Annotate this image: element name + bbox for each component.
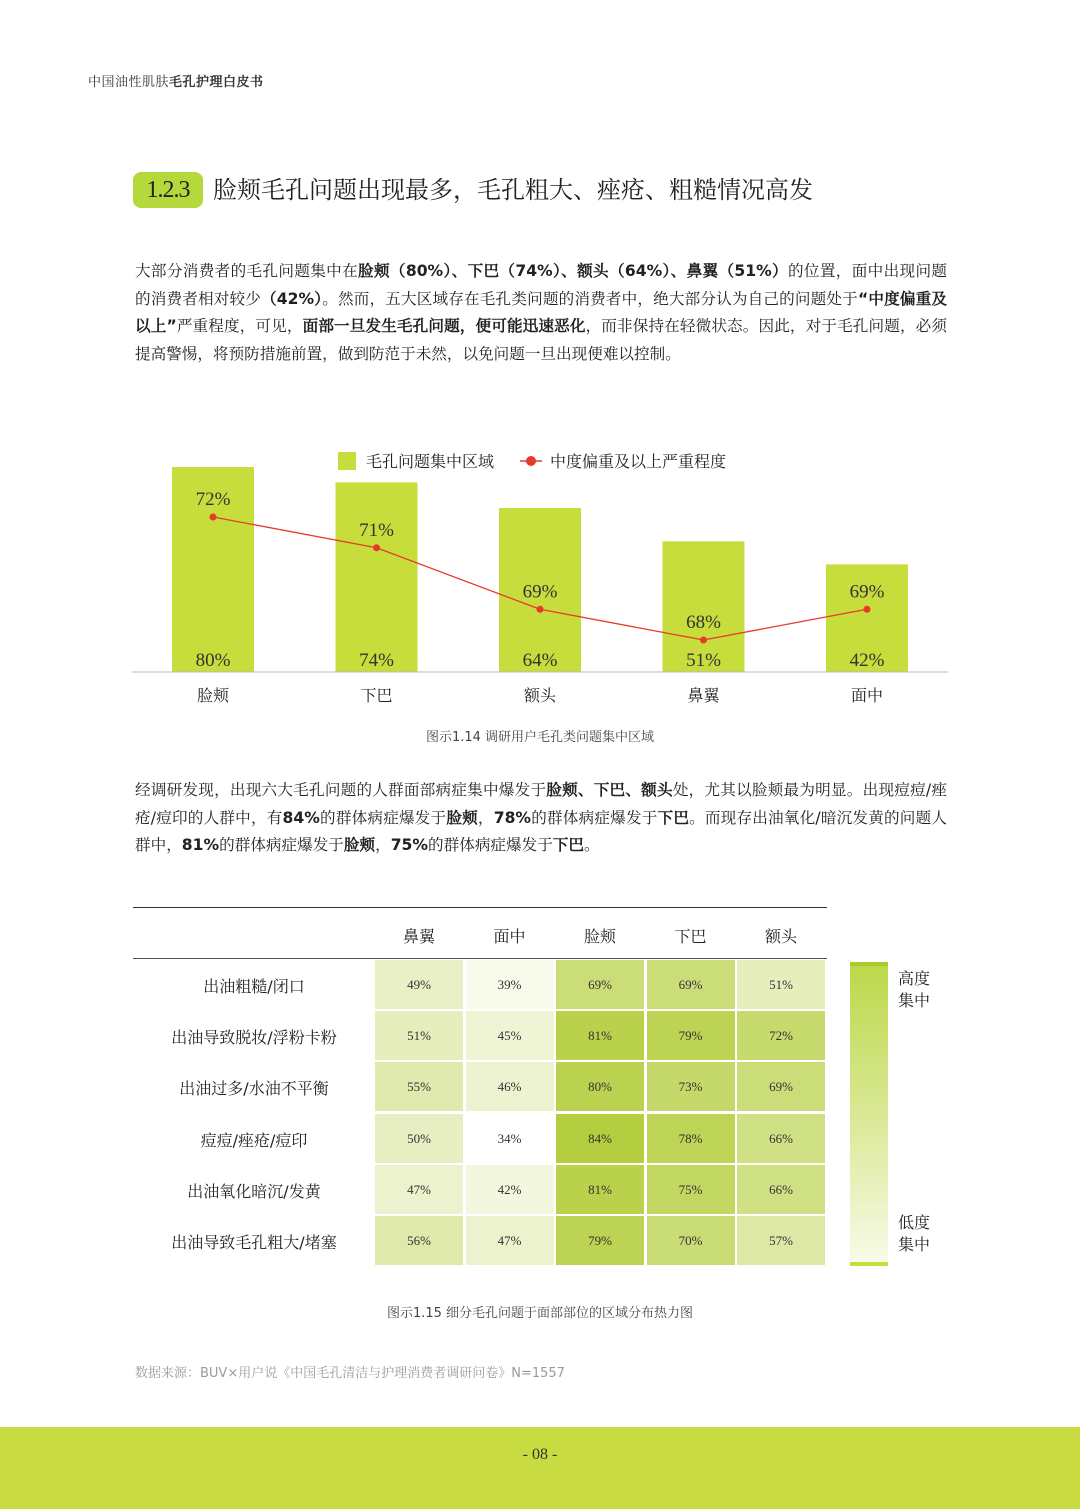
heatmap-cell: 72% <box>737 1011 825 1060</box>
heatmap-row-label-4: 出油氧化暗沉/发黄 <box>187 1181 321 1201</box>
heatmap-row-label-3: 痘痘/痤疮/痘印 <box>200 1130 308 1150</box>
heatmap-column-header-3: 下巴 <box>674 927 707 946</box>
line-point-3 <box>700 637 707 644</box>
heatmap-cell: 69% <box>737 1062 825 1111</box>
x-tick-label-1: 下巴 <box>360 686 393 705</box>
legend-gradient-top-cap <box>850 962 888 966</box>
heatmap-cell: 34% <box>466 1114 554 1163</box>
heatmap-column-header-1: 面中 <box>493 927 526 946</box>
footer-band <box>0 1427 1080 1509</box>
heatmap-row-label-5: 出油导致毛孔粗大/堵塞 <box>171 1233 337 1252</box>
line-point-2 <box>537 606 544 613</box>
legend-high-text: 高度 集中 <box>898 969 931 1010</box>
line-value-label-0: 72% <box>195 489 231 510</box>
bar-value-label-3: 51% <box>686 650 721 671</box>
heatmap-cell: 81% <box>556 1165 644 1214</box>
heatmap-header-rule <box>133 958 827 959</box>
heatmap-row-label-1: 出油导致脱妆/浮粉卡粉 <box>171 1028 337 1048</box>
heatmap-cell: 75% <box>647 1165 735 1214</box>
page-number: - 08 - <box>522 1446 558 1463</box>
x-tick-label-3: 鼻翼 <box>687 686 720 705</box>
x-tick-label-2: 额头 <box>523 686 557 705</box>
findings-paragraph: 经调研发现，出现六大毛孔问题的人群面部病症集中爆发于脸颊、下巴、额头处，尤其以脸颊最为明显。出现痘痘/痤疮/痘印的人群中，有84%的群体病症爆发于脸颊，78%的群体病症爆发于下巴。而现存出油氧化/暗沉发黄的问题人群中，81%的群体病症爆发于脸颊，75%的群体病症爆发于下巴。 <box>135 781 947 854</box>
line-value-label-2: 69% <box>522 581 558 603</box>
heatmap-cell: 49% <box>375 960 463 1009</box>
heatmap-cell: 79% <box>647 1011 735 1060</box>
heatmap-top-rule <box>133 907 827 908</box>
heatmap-cell: 47% <box>466 1216 554 1265</box>
section-title: 脸颊毛孔问题出现最多，毛孔粗大、痤疮、粗糙情况高发 <box>213 176 813 204</box>
heatmap-cell: 42% <box>466 1165 554 1214</box>
x-tick-label-4: 面中 <box>850 686 884 705</box>
intro-paragraph: 大部分消费者的毛孔问题集中在脸颊（80%）、下巴（74%）、额头（64%）、鼻翼（51%）的位置，面中出现问题的消费者相对较少（42%）。然而，五大区域存在毛孔类问题的消费者中，绝大部分认为自己的问题处于“中度偏重及以上”严重程度，可见，面部一旦发生毛孔问题，便可能迅速恶化，而非保持在轻微状态。因此，对于毛孔问题，必须提高警惕，将预防措施前置，做到防范于未然，以免问题一旦出现便难以控制。 <box>135 262 947 363</box>
heatmap-cell: 78% <box>647 1114 735 1163</box>
heatmap-cell: 55% <box>375 1062 463 1111</box>
heatmap-cell: 79% <box>556 1216 644 1265</box>
heatmap-cell: 84% <box>556 1114 644 1163</box>
bar-1 <box>336 482 418 672</box>
heatmap-cell: 66% <box>737 1114 825 1163</box>
heatmap-cell: 56% <box>375 1216 463 1265</box>
heatmap-cell: 80% <box>556 1062 644 1111</box>
legend-line-marker <box>526 456 536 466</box>
chart-caption: 图示1.14 调研用户毛孔类问题集中区域 <box>425 730 655 745</box>
heatmap-cell: 46% <box>466 1062 554 1111</box>
x-tick-label-0: 脸颊 <box>196 686 230 705</box>
region-chart <box>0 440 1080 730</box>
line-value-label-1: 71% <box>359 519 394 541</box>
heatmap-cell: 45% <box>466 1011 554 1060</box>
heatmap-cell: 69% <box>556 960 644 1009</box>
heatmap-cell: 81% <box>556 1011 644 1060</box>
legend-bar-swatch <box>338 452 356 470</box>
bar-value-label-4: 42% <box>849 650 885 671</box>
heatmap-cell: 69% <box>647 960 735 1009</box>
section-number-badge: 1.2.3 <box>133 172 203 208</box>
heatmap-column-header-2: 脸颊 <box>583 927 616 946</box>
line-value-label-4: 69% <box>849 581 885 603</box>
heatmap-cell: 39% <box>466 960 554 1009</box>
legend-gradient-bar <box>850 964 888 1264</box>
heatmap-cell: 50% <box>375 1114 463 1163</box>
legend-bar-label: 毛孔问题集中区域 <box>366 452 495 471</box>
legend-gradient-bottom-cap <box>850 1262 888 1266</box>
line-point-0 <box>210 514 217 521</box>
document-header <box>88 71 264 90</box>
heatmap-cell: 47% <box>375 1165 463 1214</box>
heatmap-cell: 70% <box>647 1216 735 1265</box>
line-point-1 <box>373 544 380 551</box>
line-point-4 <box>864 606 871 613</box>
chart-legend <box>338 452 726 471</box>
bar-value-label-1: 74% <box>359 650 394 671</box>
legend-low-text: 低度 集中 <box>898 1213 931 1254</box>
header-prefix: 中国油性肌肤 <box>88 75 170 90</box>
data-source-note: 数据来源：BUV×用户说《中国毛孔清洁与护理消费者调研问卷》N=1557 <box>135 1366 565 1381</box>
heatmap-cell: 73% <box>647 1062 735 1111</box>
heatmap-cell: 66% <box>737 1165 825 1214</box>
heatmap-cell: 57% <box>737 1216 825 1265</box>
heatmap-row-label-2: 出油过多/水油不平衡 <box>179 1079 329 1099</box>
heatmap-column-header-4: 额头 <box>764 927 797 946</box>
heatmap-cell: 51% <box>375 1011 463 1060</box>
line-value-label-3: 68% <box>686 612 721 633</box>
bar-value-label-2: 64% <box>522 650 558 671</box>
heatmap-column-header-0: 鼻翼 <box>402 927 435 946</box>
legend-line-label: 中度偏重及以上严重程度 <box>550 452 727 471</box>
heatmap-caption: 图示1.15 细分毛孔问题于面部部位的区域分布热力图 <box>386 1306 694 1321</box>
bar-value-label-0: 80% <box>195 650 231 671</box>
header-title: 毛孔护理白皮书 <box>169 75 264 90</box>
heatmap-row-label-0: 出油粗糙/闭口 <box>203 977 305 996</box>
heatmap-cell: 51% <box>737 960 825 1009</box>
